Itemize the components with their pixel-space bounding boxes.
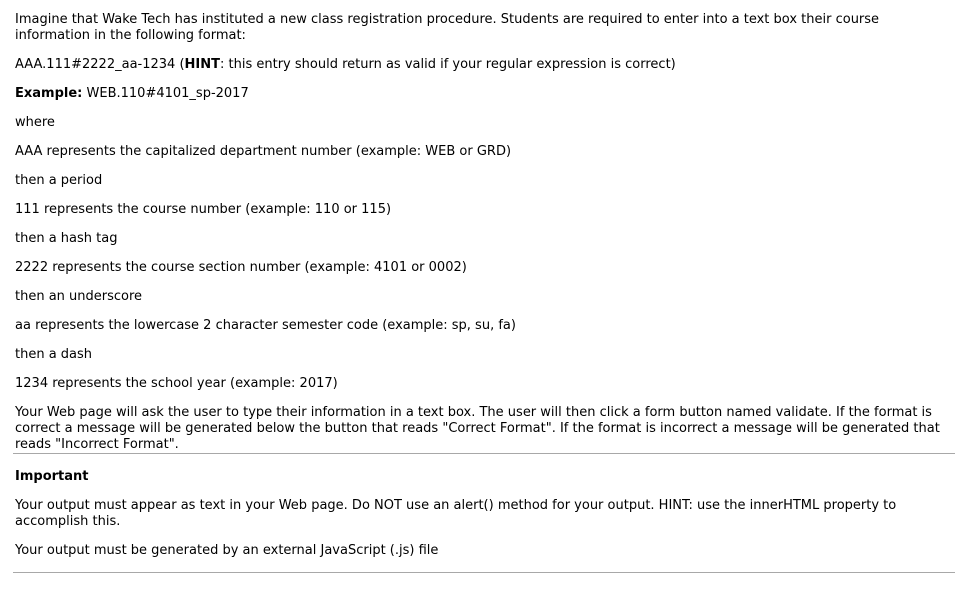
important-heading	[15, 469, 951, 485]
definition-department: AAA represents the capitalized department number (example: WEB or GRD)	[15, 144, 512, 159]
example-value: WEB.110#4101_sp-2017	[82, 86, 249, 101]
format-paragraph	[15, 57, 951, 73]
example-paragraph	[15, 86, 951, 102]
intro-paragraph: Imagine that Wake Tech has instituted a new class registration procedure. Students are required to enter into a text box their course information in the following format:	[15, 12, 880, 43]
where-paragraph: where	[15, 115, 55, 130]
assignment-content	[15, 12, 951, 573]
section-divider	[13, 453, 955, 454]
format-pattern: AAA.111#2222_aa-1234	[15, 57, 176, 72]
definition-hash-tag: then a hash tag	[15, 231, 118, 246]
definition-underscore: then an underscore	[15, 289, 143, 304]
format-open-paren: (	[175, 57, 185, 72]
output-requirement-paragraph: Your output must appear as text in your Web page. Do NOT use an alert() method for your output. HINT: use the innerHTML property to accomplish this.	[15, 498, 897, 529]
important-heading-text: Important	[15, 469, 89, 484]
definition-period: then a period	[15, 173, 103, 188]
example-label: Example:	[15, 86, 83, 101]
definition-dash: then a dash	[15, 347, 93, 362]
external-js-paragraph: Your output must be generated by an external JavaScript (.js) file	[15, 543, 439, 558]
hint-text: : this entry should return as valid if your regular expression is correct)	[220, 57, 676, 72]
definition-section-number: 2222 represents the course section number (example: 4101 or 0002)	[15, 260, 467, 275]
definition-semester-code: aa represents the lowercase 2 character semester code (example: sp, su, fa)	[15, 318, 516, 333]
hint-label: HINT	[184, 57, 220, 72]
section-divider-bottom	[13, 572, 955, 573]
definition-course-number: 111 represents the course number (example: 110 or 115)	[15, 202, 392, 217]
definition-school-year: 1234 represents the school year (example: 2017)	[15, 376, 338, 391]
description-paragraph: Your Web page will ask the user to type their information in a text box. The user will then click a form button named validate. If the format is correct a message will be generated below the button that reads "Correct Format". If the format is incorrect a message will be generated that reads "Incorrect Format".	[15, 405, 940, 452]
